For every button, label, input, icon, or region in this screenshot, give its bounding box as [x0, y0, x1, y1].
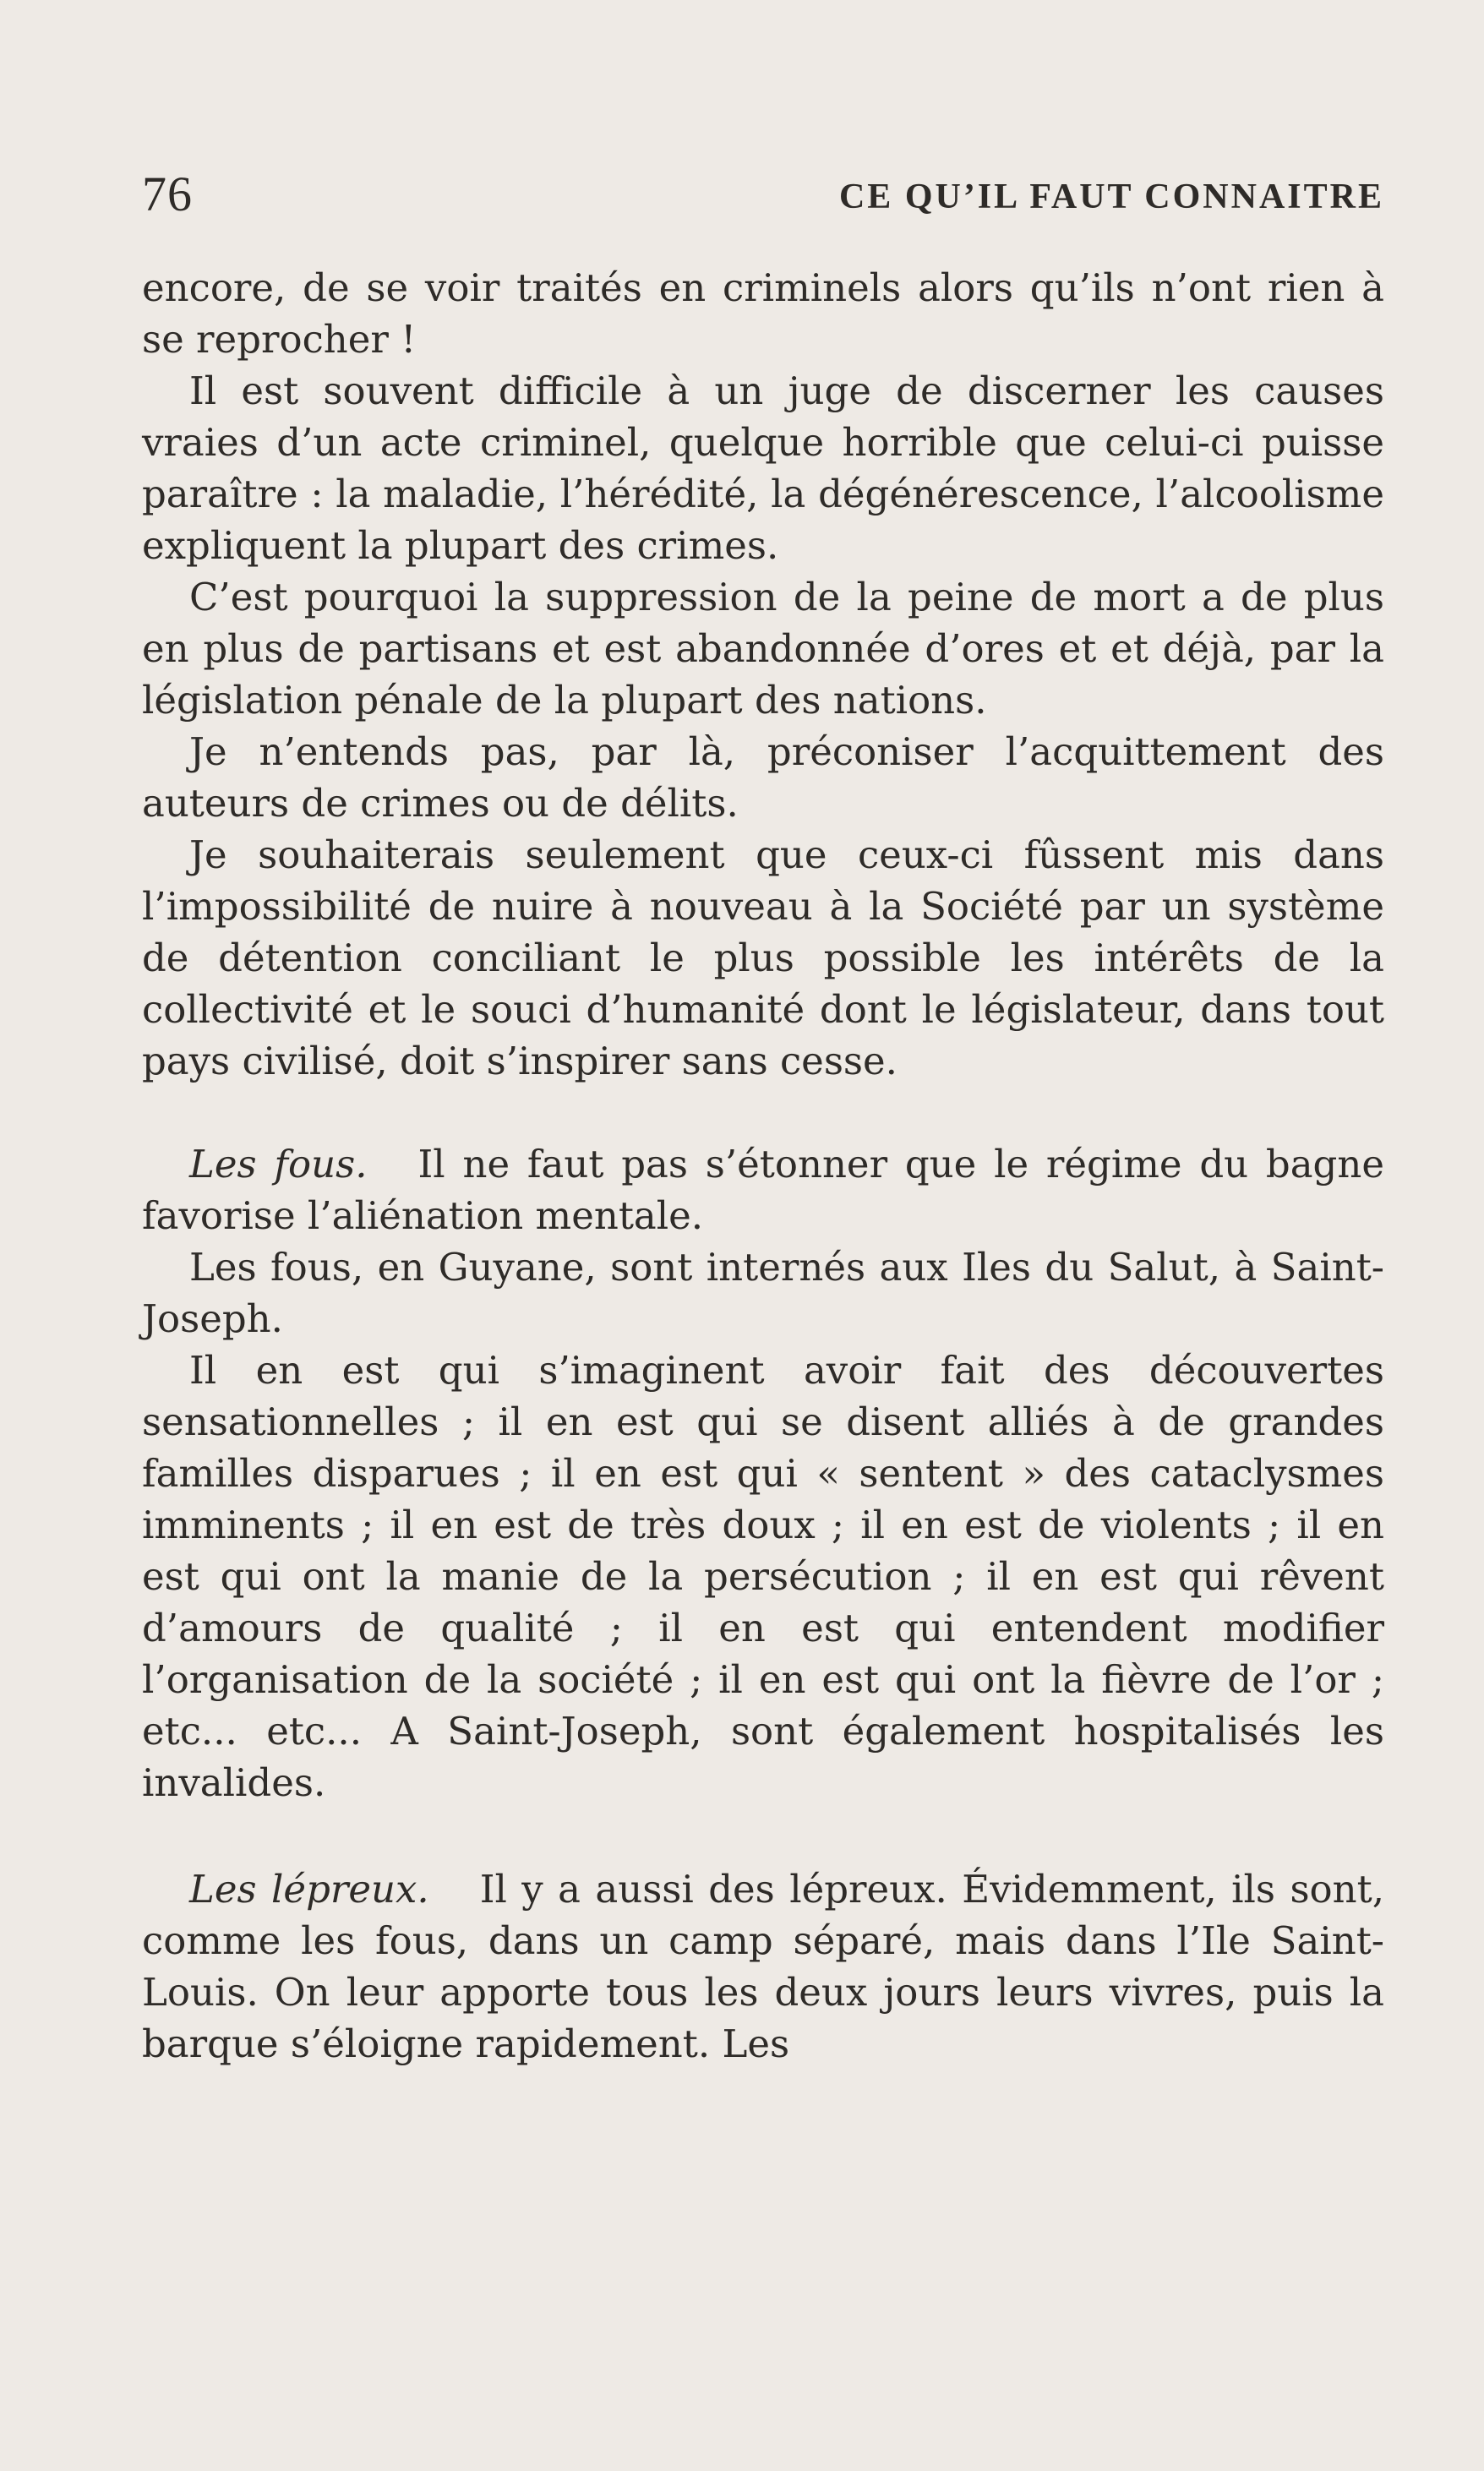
paragraph-death-penalty: C’est pourquoi la suppression de la peine de mort a de plus en plus de partisans et est abandonnée d’ores et et déjà, par la législation pénale de la plupart des nations. [142, 575, 1384, 723]
paragraph-detention: Je souhaiterais seulement que ceux-ci fûssent mis dans l’impossibilité de nuire à nouveau à la Société par un système de détention conciliant le plus possible les intérêts de la collectivité et le souci d’humanité dont le législateur, dans tout pays civilisé, doit s’inspirer sans cesse. [142, 832, 1384, 1083]
paragraph-acquittal: Je n’entends pas, par là, préconiser l’acquittement des auteurs de crimes ou de délits. [142, 729, 1384, 826]
body-text [142, 262, 1384, 2070]
page-number: 76 [142, 166, 193, 221]
section-heading-fous: Les fous. [189, 1142, 368, 1186]
paragraph-delusions: Il en est qui s’imaginent avoir fait des découvertes sensationnelles ; il en est qui se disent alliés à de grandes familles disparues ; il en est qui « sentent » des cataclysmes imminents ; il en est de très doux ; il en est de violents ; il en est qui ont la manie de la persécution ; il en est qui rêvent d’amours de qualité ; il en est qui entendent modifier l’organisation de la société ; il en est qui ont la fièvre de l’or ; etc... etc... A Saint-Joseph, sont également hospitalisés les invalides. [142, 1348, 1384, 1805]
section-lepreux-text: Il y a aussi des lépreux. Évidemment, ils sont, comme les fous, dans un camp séparé, mais dans l’Ile Saint-Louis. On leur apporte tous les deux jours leurs vivres, puis la barque s’éloigne rapidement. Les [142, 1867, 1384, 2066]
running-head [142, 165, 1384, 224]
section-fous [142, 1138, 1384, 1241]
section-fous-text: Il ne faut pas s’étonner que le régime du bagne favorise l’aliénation mentale. [142, 1142, 1384, 1238]
paragraph-judge: Il est souvent difficile à un juge de discerner les causes vraies d’un acte criminel, quelque horrible que celui-ci puisse paraître : la maladie, l’hérédité, la dégénérescence, l’alcoolisme expliquent la plupart des crimes. [142, 368, 1384, 568]
section-heading-lepreux: Les lépreux. [189, 1867, 429, 1912]
paragraph-guyane: Les fous, en Guyane, sont internés aux Iles du Salut, à Saint-Joseph. [142, 1245, 1384, 1341]
paragraph-continuation: encore, de se voir traités en criminels alors qu’ils n’ont rien à se reprocher ! [142, 265, 1384, 362]
section-lepreux [142, 1863, 1384, 2070]
running-title: CE QU’IL FAUT CONNAITRE [838, 177, 1384, 216]
